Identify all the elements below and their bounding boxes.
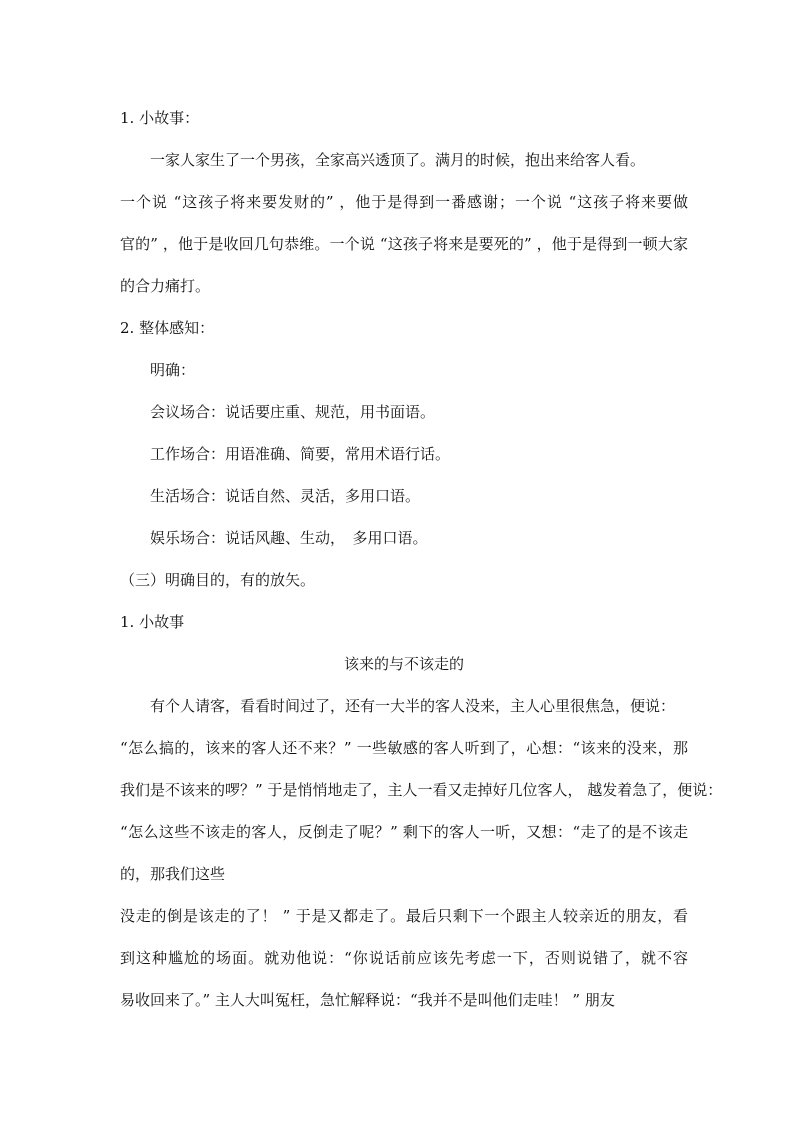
story-paragraph-line: 官的” ，他于是收回几句恭维。一个说 “这孩子将来是要死的” ，他于是得到一顿大家: [120, 235, 688, 253]
story-paragraph-line: 一家人家生了一个男孩，全家高兴透顶了。满月的时候，抱出来给客人看。: [150, 151, 646, 169]
story-paragraph-line: 一个说 “这孩子将来要发财的” ，他于是得到一番感谢；一个说 “这孩子将来要做: [120, 193, 688, 211]
story-paragraph-line: “怎么搞的，该来的客人还不来？” 一些敏感的客人听到了，心想：“该来的没来，那: [120, 739, 688, 757]
list-item-work: 工作场合：用语准确、简要，常用术语行话。: [150, 445, 451, 463]
section-heading-perception: 2. 整体感知：: [120, 319, 215, 337]
section-heading-purpose: （三）明确目的，有的放矢。: [120, 571, 316, 589]
story-paragraph-line: 到这种尴尬的场面。就劝他说：“你说话前应该先考虑一下，否则说错了，就不容: [120, 949, 688, 967]
story-paragraph-line: 我们是不该来的啰？” 于是悄悄地走了，主人一看又走掉好几位客人， 越发着急了，便说：: [120, 781, 723, 799]
list-item-entertainment: 娱乐场合：说话风趣、生动， 多用口语。: [150, 529, 428, 547]
story-paragraph-line: 没走的倒是该走的了！ ” 于是又都走了。最后只剩下一个跟主人较亲近的朋友，看: [120, 907, 688, 925]
story-paragraph-line: 有个人请客，看看时间过了，还有一大半的客人没来，主人心里很焦急，便说：: [150, 697, 676, 715]
section-heading-story: 1. 小故事：: [120, 109, 200, 127]
story-paragraph-line: “怎么这些不该走的客人，反倒走了呢？” 剩下的客人一听，又想：“走了的是不该走: [120, 823, 688, 841]
section-heading-story-2: 1. 小故事: [120, 613, 185, 631]
list-item-life: 生活场合：说话自然、灵活，多用口语。: [150, 487, 421, 505]
story-title: 该来的与不该走的: [343, 655, 464, 673]
story-paragraph-line: 易收回来了。” 主人大叫冤枉，急忙解释说：“我并不是叫他们走哇！ ” 朋友: [120, 991, 615, 1009]
story-paragraph-line: 的合力痛打。: [120, 277, 211, 295]
list-item-meeting: 会议场合：说话要庄重、规范，用书面语。: [150, 403, 436, 421]
answer-label: 明确：: [150, 361, 196, 379]
story-paragraph-line: 的，那我们这些: [120, 865, 226, 883]
